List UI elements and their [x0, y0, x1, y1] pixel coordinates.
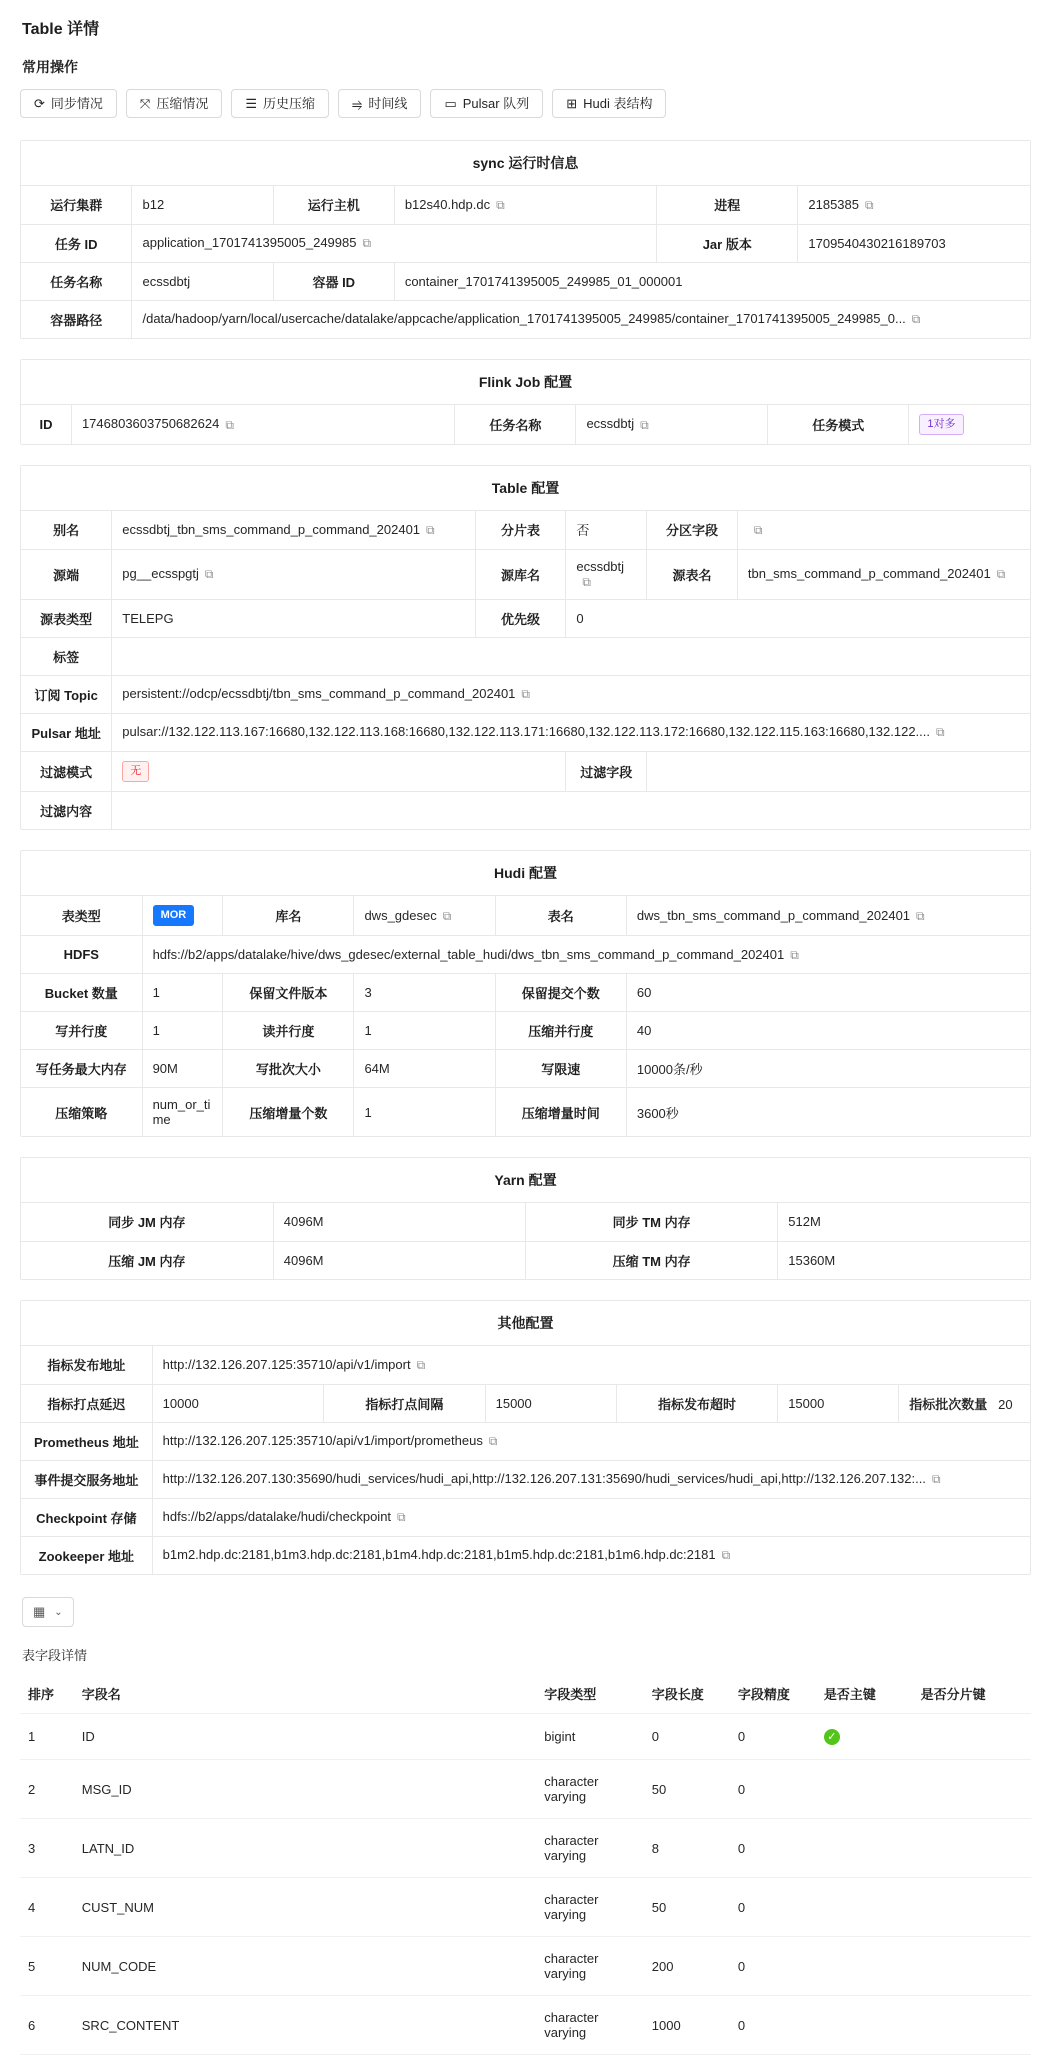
write-task-mem-value: 90M [142, 1050, 223, 1088]
cluster-label: 运行集群 [21, 186, 132, 224]
read-parallel-value: 1 [354, 1012, 495, 1050]
hdfs-label: HDFS [21, 936, 142, 974]
shard-table-label: 分片表 [475, 511, 566, 549]
column-header-field-length: 字段长度 [644, 1674, 730, 1714]
table-row [20, 1714, 1031, 1760]
yarn-config-card [20, 1157, 1031, 1280]
table-row [21, 186, 1030, 224]
partition-field-value [737, 511, 1030, 549]
write-parallel-label: 写并行度 [21, 1012, 142, 1050]
field-is-primary-key [816, 1760, 913, 1819]
field-is-shard-key [913, 1819, 1031, 1878]
column-header-is-shard-key: 是否分片键 [913, 1674, 1031, 1714]
compact-parallel-value: 40 [626, 1012, 1030, 1050]
prometheus-label: Prometheus 地址 [21, 1422, 152, 1460]
field-precision: 0 [730, 1937, 816, 1996]
metric-delay-label: 指标打点延迟 [21, 1384, 152, 1422]
keep-file-version-label: 保留文件版本 [223, 974, 354, 1012]
table-row [21, 896, 1030, 936]
source-db-label: 源库名 [475, 549, 566, 599]
source-type-value: TELEPG [112, 599, 475, 637]
table-type-value [142, 896, 223, 936]
source-type-label: 源表类型 [21, 599, 112, 637]
field-is-shard-key [913, 1714, 1031, 1760]
field-type: character varying [536, 1819, 644, 1878]
field-name: CUST_NUM [74, 1878, 536, 1937]
pulsar-address-value: pulsar://132.122.113.167:16680,132.122.113.168:16680,132.122.113.171:16680,132.122.113.172:16680,132.122.115.163:16680,132.122.... ⧉ [112, 713, 1030, 751]
keep-commit-label: 保留提交个数 [495, 974, 626, 1012]
toolbar-button-label: 时间线 [368, 96, 408, 111]
filter-mode-value [112, 751, 566, 791]
table-row [21, 1422, 1030, 1460]
page-title: Table 详情 [22, 21, 100, 38]
table-row [21, 637, 1030, 675]
column-settings-icon: ▦ [33, 1604, 46, 1620]
source-table-label: 源表名 [647, 549, 738, 599]
table-row [21, 300, 1030, 338]
column-header-field-type: 字段类型 [536, 1674, 644, 1714]
toolbar-button-label: Pulsar 队列 [462, 96, 530, 111]
pulsar-address-label: Pulsar 地址 [21, 713, 112, 751]
toolbar [20, 89, 1031, 118]
shard-table-value: 否 [566, 511, 647, 549]
toolbar-button-compaction-status[interactable] [126, 89, 222, 118]
copy-icon[interactable]: ⧉ [442, 908, 452, 923]
copy-icon[interactable]: ⧉ [865, 197, 874, 212]
toolbar-button-label: Hudi 表结构 [583, 96, 653, 111]
compact-delta-time-value: 3600秒 [636, 1105, 679, 1121]
table-row [21, 1346, 1030, 1384]
field-is-shard-key [913, 1760, 1031, 1819]
topic-value: persistent://odcp/ecssdbtj/tbn_sms_command_p_command_202401 ⧉ [112, 675, 1030, 713]
container-path-label: 容器路径 [21, 300, 132, 338]
toolbar-button-label: 同步情况 [50, 96, 103, 111]
table-row [21, 599, 1030, 637]
container-id-value: container_1701741395005_249985_01_000001 [394, 262, 1030, 300]
field-name: ID [74, 1714, 536, 1760]
field-order: 6 [20, 1996, 74, 2055]
fields-table [20, 1674, 1031, 2055]
metric-delay-value: 10000 [152, 1384, 324, 1422]
table-row [21, 1536, 1030, 1574]
write-task-mem-label: 写任务最大内存 [21, 1050, 142, 1088]
read-parallel-label: 读并行度 [223, 1012, 354, 1050]
table-row [21, 224, 1030, 262]
compact-jm-value: 4096M [273, 1241, 525, 1279]
hudi-config-table [21, 896, 1030, 1136]
source-value: pg__ecsspgtj ⧉ [112, 549, 475, 599]
topic-label: 订阅 Topic [21, 675, 112, 713]
copy-icon[interactable]: ⧉ [488, 1434, 498, 1449]
write-parallel-value: 1 [142, 1012, 223, 1050]
bucket-label: Bucket 数量 [21, 974, 142, 1012]
field-is-primary-key [816, 1878, 913, 1937]
metric-interval-value: 15000 [485, 1384, 616, 1422]
table-row [21, 1012, 1030, 1050]
process-label: 进程 [657, 186, 798, 224]
field-is-shard-key [913, 1937, 1031, 1996]
hudi-config-card [20, 850, 1031, 1137]
field-precision: 0 [730, 1714, 816, 1760]
toolbar-button-timeline[interactable] [338, 89, 421, 118]
copy-icon[interactable]: ⧉ [225, 417, 234, 432]
keep-file-version-value: 3 [354, 974, 495, 1012]
sync-jm-label: 同步 JM 内存 [21, 1203, 273, 1241]
toolbar-button-history-compaction[interactable] [231, 89, 329, 118]
hudi-db-label: 库名 [223, 896, 354, 936]
copy-icon[interactable]: ⧉ [362, 236, 372, 251]
event-service-value: http://132.126.207.130:35690/hudi_services/hudi_api,http://132.126.207.131:35690/hudi_services/hudi_api,http://132.126.207.132:... ⧉ [152, 1460, 1030, 1498]
hudi-config-title: Hudi 配置 [21, 851, 1030, 896]
prometheus-value: http://132.126.207.125:35710/api/v1/import/prometheus ⧉ [152, 1422, 1030, 1460]
filter-field-value [647, 751, 1030, 791]
table-row [20, 1819, 1031, 1878]
table-row [21, 1088, 1030, 1137]
column-header-field-name: 字段名 [74, 1674, 536, 1714]
copy-icon[interactable]: ⧉ [996, 567, 1006, 582]
write-limit-value: 10000条/秒 [626, 1050, 1030, 1088]
cluster-value: b12 [132, 186, 273, 224]
field-is-primary-key [816, 1714, 913, 1760]
field-length: 50 [644, 1760, 730, 1819]
sync-icon: ⟳ [34, 96, 45, 111]
write-batch-value: 64M [354, 1050, 495, 1088]
table-row [21, 405, 1030, 444]
checkpoint-value: hdfs://b2/apps/datalake/hudi/checkpoint ⧉ [152, 1498, 1030, 1536]
compact-delta-count-value: 1 [354, 1088, 495, 1137]
common-operations-label: 常用操作 [22, 59, 78, 75]
field-type: bigint [536, 1714, 644, 1760]
field-precision: 0 [730, 1878, 816, 1937]
table-row [20, 1996, 1031, 2055]
toolbar-button-hudi-table-structure[interactable] [552, 89, 666, 118]
table-row [21, 675, 1030, 713]
field-name: NUM_CODE [74, 1937, 536, 1996]
partition-field-label: 分区字段 [647, 511, 738, 549]
copy-icon[interactable]: ⧉ [753, 522, 763, 537]
copy-icon[interactable]: ⧉ [640, 417, 649, 432]
fields-section-title: 表字段详情 [22, 1648, 88, 1664]
field-order: 1 [20, 1714, 74, 1760]
field-order: 4 [20, 1878, 74, 1937]
table-row [20, 1878, 1031, 1937]
toolbar-button-label: 历史压缩 [263, 96, 316, 111]
jar-version-value: 1709540430216189703 [798, 224, 1030, 262]
hudi-table-value: dws_tbn_sms_command_p_command_202401 ⧉ [626, 896, 1030, 936]
filter-content-label: 过滤内容 [21, 791, 112, 829]
sync-runtime-card [20, 140, 1031, 339]
column-header-is-primary-key: 是否主键 [816, 1674, 913, 1714]
source-table-value: tbn_sms_command_p_command_202401 ⧉ [737, 549, 1030, 599]
copy-icon[interactable]: ⧉ [931, 1472, 941, 1487]
metric-publish-label: 指标发布地址 [21, 1346, 152, 1384]
field-precision: 0 [730, 1996, 816, 2055]
status-badge: 无 [122, 761, 149, 782]
table-row [21, 751, 1030, 791]
compact-strategy-value: num_or_time [142, 1088, 223, 1137]
toolbar-button-label: 压缩情况 [156, 96, 209, 111]
flink-task-mode-value [909, 405, 1030, 444]
jar-version-label: Jar 版本 [657, 224, 798, 262]
task-id-value: application_1701741395005_249985 ⧉ [132, 224, 657, 262]
table-config-table [21, 511, 1030, 829]
event-service-label: 事件提交服务地址 [21, 1460, 152, 1498]
flink-job-card [20, 359, 1031, 445]
table-row [21, 713, 1030, 751]
hudi-db-value: dws_gdesec ⧉ [354, 896, 495, 936]
container-id-label: 容器 ID [273, 262, 394, 300]
field-length: 200 [644, 1937, 730, 1996]
history-icon: ☰ [245, 96, 257, 111]
priority-value: 0 [566, 599, 1030, 637]
check-icon: ✓ [824, 1729, 840, 1745]
table-row [21, 1241, 1030, 1279]
field-name: LATN_ID [74, 1819, 536, 1878]
table-row [21, 1203, 1030, 1241]
sync-runtime-table [21, 186, 1030, 338]
field-is-primary-key [816, 1996, 913, 2055]
compact-jm-label: 压缩 JM 内存 [21, 1241, 273, 1279]
metric-batch-label: 指标批次数量 [909, 1396, 988, 1412]
compact-strategy-label: 压缩策略 [21, 1088, 142, 1137]
table-row [21, 511, 1030, 549]
chevron-down-icon: ⌄ [54, 1606, 63, 1618]
source-db-value: ecssdbtj⧉ [566, 549, 647, 599]
copy-icon[interactable]: ⧉ [911, 312, 921, 327]
status-badge: 1对多 [919, 414, 963, 435]
field-precision: 0 [730, 1760, 816, 1819]
flink-job-table [21, 405, 1030, 444]
tag-value [112, 637, 1030, 675]
field-type: character varying [536, 1760, 644, 1819]
field-type: character varying [536, 1878, 644, 1937]
keep-commit-value: 60 [626, 974, 1030, 1012]
compact-tm-label: 压缩 TM 内存 [526, 1241, 778, 1279]
metric-batch-value: 20 [998, 1396, 1013, 1412]
other-config-title: 其他配置 [21, 1301, 1030, 1346]
table-row [20, 1937, 1031, 1996]
task-name-value: ecssdbtj [132, 262, 273, 300]
metric-publish-value: http://132.126.207.125:35710/api/v1/import ⧉ [152, 1346, 1030, 1384]
copy-icon[interactable]: ⧉ [204, 567, 214, 582]
field-order: 2 [20, 1760, 74, 1819]
process-value: 2185385 ⧉ [798, 186, 1030, 224]
sync-tm-label: 同步 TM 内存 [526, 1203, 778, 1241]
container-path-value: /data/hadoop/yarn/local/usercache/datalake/appcache/application_1701741395005_249985/container_1701741395005_249985_0... ⧉ [142, 311, 921, 327]
flink-id-value: 1746803603750682624 ⧉ [71, 405, 454, 444]
table-row [21, 1050, 1030, 1088]
status-badge: MOR [153, 905, 195, 926]
table-row [21, 1384, 1030, 1422]
task-id-label: 任务 ID [21, 224, 132, 262]
write-batch-label: 写批次大小 [223, 1050, 354, 1088]
timeline-icon: ⥤ [352, 96, 363, 111]
other-config-table [21, 1346, 1030, 1574]
field-length: 0 [644, 1714, 730, 1760]
yarn-config-table [21, 1203, 1030, 1279]
other-config-card [20, 1300, 1031, 1575]
fields-header-row [20, 1674, 1031, 1714]
copy-icon[interactable]: ⧉ [936, 725, 945, 740]
table-config-card [20, 465, 1031, 830]
field-is-shard-key [913, 1878, 1031, 1937]
metric-timeout-value: 15000 [778, 1384, 899, 1422]
hudi-table-label: 表名 [495, 896, 626, 936]
table-type-label: 表类型 [21, 896, 142, 936]
table-row [21, 936, 1030, 974]
flink-task-name-value: ecssdbtj ⧉ [576, 405, 768, 444]
flink-task-name-label: 任务名称 [455, 405, 576, 444]
host-value: b12s40.hdp.dc ⧉ [394, 186, 656, 224]
host-label: 运行主机 [273, 186, 394, 224]
task-name-label: 任务名称 [21, 262, 132, 300]
table-row [21, 791, 1030, 829]
copy-icon[interactable]: ⧉ [416, 1357, 426, 1372]
copy-icon[interactable]: ⧉ [790, 947, 799, 962]
field-is-primary-key [816, 1819, 913, 1878]
copy-icon[interactable]: ⧉ [521, 687, 530, 702]
field-is-shard-key [913, 1996, 1031, 2055]
filter-mode-label: 过滤模式 [21, 751, 112, 791]
flink-job-title: Flink Job 配置 [21, 360, 1030, 405]
table-config-title: Table 配置 [21, 466, 1030, 511]
copy-icon[interactable]: ⧉ [496, 197, 505, 212]
toolbar-button-sync-status[interactable] [20, 89, 117, 118]
column-settings-button[interactable] [22, 1597, 74, 1627]
filter-field-label: 过滤字段 [566, 751, 647, 791]
column-header-order: 排序 [20, 1674, 74, 1714]
field-order: 3 [20, 1819, 74, 1878]
field-precision: 0 [730, 1819, 816, 1878]
bucket-value: 1 [142, 974, 223, 1012]
field-order: 5 [20, 1937, 74, 1996]
compact-delta-count-label: 压缩增量个数 [223, 1088, 354, 1137]
checkpoint-label: Checkpoint 存储 [21, 1498, 152, 1536]
field-type: character varying [536, 1996, 644, 2055]
filter-content-value [112, 791, 1030, 829]
copy-icon[interactable]: ⧉ [916, 908, 925, 923]
source-label: 源端 [21, 549, 112, 599]
compact-tm-value: 15360M [788, 1252, 836, 1268]
table-row [21, 549, 1030, 599]
yarn-config-title: Yarn 配置 [21, 1158, 1030, 1203]
zookeeper-label: Zookeeper 地址 [21, 1536, 152, 1574]
alias-value: ecssdbtj_tbn_sms_command_p_command_202401 ⧉ [112, 511, 475, 549]
write-limit-label: 写限速 [495, 1050, 626, 1088]
alias-label: 别名 [21, 511, 112, 549]
copy-icon[interactable]: ⧉ [721, 1548, 731, 1563]
table-row [21, 974, 1030, 1012]
metric-timeout-label: 指标发布超时 [616, 1384, 777, 1422]
compact-delta-time-label: 压缩增量时间 [495, 1088, 626, 1137]
column-header-field-precision: 字段精度 [730, 1674, 816, 1714]
copy-icon[interactable]: ⧉ [397, 1510, 406, 1525]
hdfs-value: hdfs://b2/apps/datalake/hive/dws_gdesec/external_table_hudi/dws_tbn_sms_command_p_command_202401 ⧉ [142, 936, 1030, 974]
flink-id-label: ID [21, 405, 71, 444]
field-name: MSG_ID [74, 1760, 536, 1819]
toolbar-button-pulsar-queue[interactable] [430, 89, 543, 118]
table-structure-icon: ⊞ [566, 96, 578, 111]
table-row [21, 1460, 1030, 1498]
copy-icon[interactable]: ⧉ [582, 574, 591, 589]
metric-batch-cell [899, 1384, 1030, 1422]
field-name: SRC_CONTENT [74, 1996, 536, 2055]
table-row [20, 1760, 1031, 1819]
field-length: 50 [644, 1878, 730, 1937]
tag-label: 标签 [21, 637, 112, 675]
queue-icon: ▭ [444, 96, 457, 111]
priority-label: 优先级 [475, 599, 566, 637]
copy-icon[interactable]: ⧉ [426, 522, 435, 537]
compact-parallel-label: 压缩并行度 [495, 1012, 626, 1050]
field-type: character varying [536, 1937, 644, 1996]
sync-jm-value: 4096M [273, 1203, 525, 1241]
sync-tm-value: 512M [778, 1203, 1030, 1241]
flink-task-mode-label: 任务模式 [768, 405, 909, 444]
field-length: 8 [644, 1819, 730, 1878]
zookeeper-value: b1m2.hdp.dc:2181,b1m3.hdp.dc:2181,b1m4.hdp.dc:2181,b1m5.hdp.dc:2181,b1m6.hdp.dc:2181 ⧉ [162, 1547, 731, 1563]
metric-interval-label: 指标打点间隔 [324, 1384, 485, 1422]
table-row [21, 1498, 1030, 1536]
field-length: 1000 [644, 1996, 730, 2055]
sync-runtime-title: sync 运行时信息 [21, 141, 1030, 186]
field-is-primary-key [816, 1937, 913, 1996]
table-row [21, 262, 1030, 300]
compress-icon: ⤧ [139, 96, 151, 111]
